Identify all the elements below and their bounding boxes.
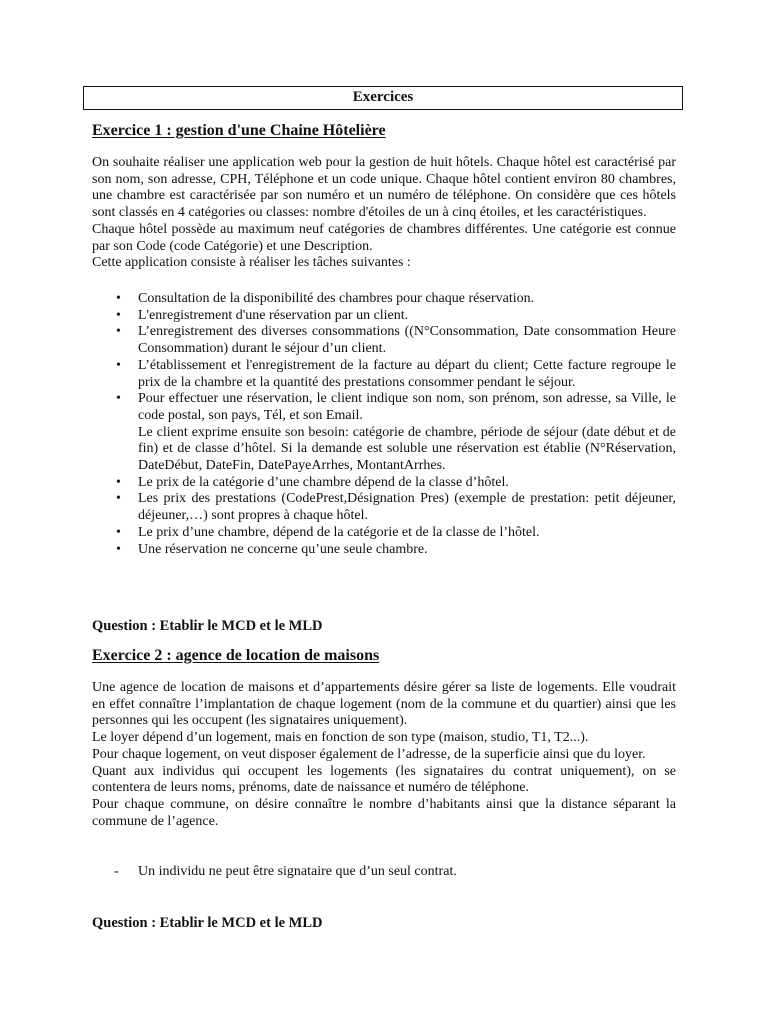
exercise2-dash-item: - Un individu ne peut être signataire que d’un seul contrat.: [92, 864, 457, 881]
exercise1-heading: Exercice 1 : gestion d'une Chaine Hôtelière: [92, 122, 386, 139]
exercise1-paragraph-3: Cette application consiste à réaliser les tâches suivantes :: [92, 255, 411, 271]
bullet-icon: •: [116, 307, 121, 323]
bullet-icon: •: [116, 491, 121, 507]
bullet-icon: •: [116, 357, 121, 373]
exercise1-paragraph-2: Chaque hôtel possède au maximum neuf catégories de chambres différentes. Une catégorie est connue par son Code (code Catégorie) et une Description.: [92, 221, 676, 254]
list-item: • Les prix des prestations (CodePrest,Désignation Pres) (exemple de prestation: petit déjeuner, déjeuner,…) sont propres à chaque hôtel.: [116, 491, 676, 524]
list-item: • L'enregistrement d'une réservation par un client.: [116, 307, 409, 323]
exercise2-body: [92, 680, 676, 830]
exercise2-paragraph-2: Le loyer dépend d’un logement, mais en fonction de son type (maison, studio, T1, T2...).: [92, 730, 589, 746]
exercise1-question: Question : Etablir le MCD et le MLD: [92, 618, 323, 634]
exercise2-paragraph-5: Pour chaque commune, on désire connaître le nombre d’habitants ainsi que la distance séparant la commune de l’agence.: [92, 796, 676, 829]
bullet-icon: •: [116, 291, 121, 306]
bullet-icon: •: [116, 524, 121, 540]
exercise1-intro: [92, 155, 676, 272]
exercise2-question: Question : Etablir le MCD et le MLD: [92, 915, 323, 931]
bullet-icon: •: [116, 324, 121, 340]
dash-icon: -: [114, 864, 119, 879]
list-item: • Une réservation ne concerne qu’une seule chambre.: [116, 541, 428, 557]
list-item: • L’enregistrement des diverses consommations ((N°Consommation, Date consommation Heure Consommation) durant le séjour d’un client.: [116, 324, 676, 357]
exercise1-paragraph-1: On souhaite réaliser une application web pour la gestion de huit hôtels. Chaque hôtel est caractérisé par son nom, son adresse, CPH, Téléphone et un code unique. Chaque hôtel contient environ 80 chambres, une chambre est caractérisée par son numéro et un numéro de téléphone. On considère que ces hôtels sont classés en 4 catégories ou classes: nombre d'étoiles de un à cinq étoiles, et les caractéristiques.: [92, 155, 676, 221]
list-item: • Le prix d’une chambre, dépend de la catégorie et de la classe de l’hôtel.: [116, 524, 540, 540]
bullet-icon: •: [116, 541, 121, 557]
page-title: Exercices: [83, 86, 683, 110]
bullet-icon: •: [116, 474, 121, 490]
exercise2-paragraph-4: Quant aux individus qui occupent les logements (les signataires du contrat uniquement), on se contentera de leurs noms, prénoms, date de naissance et numéro de téléphone.: [92, 763, 676, 796]
list-item: • Consultation de la disponibilité des chambres pour chaque réservation.: [116, 291, 535, 306]
bullet-continuation: Le client exprime ensuite son besoin: catégorie de chambre, période de séjour (date début et de fin) et de classe d’hôtel. Si la demande est soluble une réservation est établie (N°Réservation, DateDébut, DateFin, DatePayeArrhes, MontantArrhes.: [138, 424, 676, 474]
list-item: • Le prix de la catégorie d’une chambre dépend de la classe d’hôtel.: [116, 474, 509, 490]
exercise2-heading: Exercice 2 : agence de location de maisons: [92, 647, 380, 664]
exercise1-task-list: [92, 291, 676, 558]
list-item: • Pour effectuer une réservation, le client indique son nom, son prénom, son adresse, sa Ville, le code postal, son pays, Tél, et son Email. Le client exprime ensuite son besoin: catégorie de chambre, période de séjour (date début et de fin) et de classe d’hôtel. Si la demande est soluble une réservation est établie (N°Réservation, DateDébut, DateFin, DatePayeArrhes, MontantArrhes.: [116, 391, 676, 474]
bullet-icon: •: [116, 391, 121, 407]
exercise2-paragraph-1: Une agence de location de maisons et d’appartements désire gérer sa liste de logements. Elle voudrait en effet connaître l’implantation de chaque logement (nom de la commune et du quartier) ainsi que les personnes qui les occupent (les signataires uniquement).: [92, 680, 676, 729]
exercise2-paragraph-3: Pour chaque logement, on veut disposer également de l’adresse, de la superficie ainsi que du loyer.: [92, 746, 646, 762]
list-item: • L’établissement et l'enregistrement de la facture au départ du client; Cette facture regroupe le prix de la chambre et la quantité des prestations consommer pendant le séjour.: [116, 357, 676, 390]
